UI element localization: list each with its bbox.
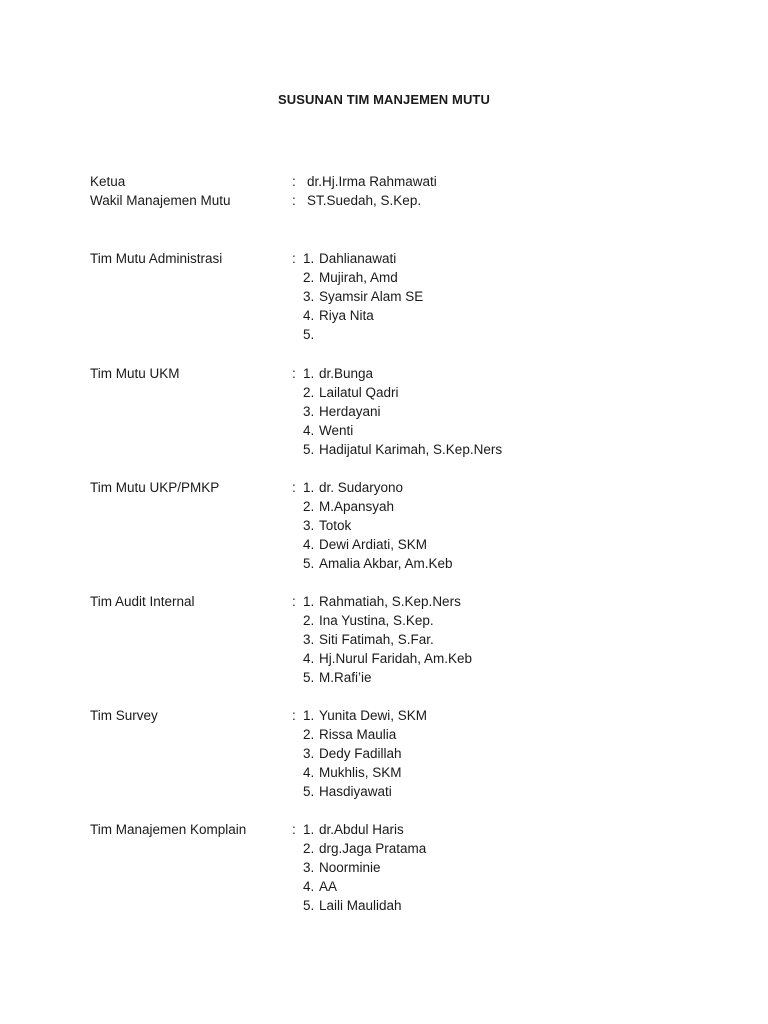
member-row [90,287,710,306]
team-name: Tim Manajemen Komplain [90,822,247,837]
member-row [90,896,710,915]
team-separator: : [292,480,296,495]
member-row [90,554,710,573]
member-number: 2. [303,727,315,742]
member-name: Herdayani [319,404,381,419]
member-row [90,497,710,516]
member-row [90,820,710,839]
member-row [90,535,710,554]
member-name: Noorminie [319,860,381,875]
member-name: Hadijatul Karimah, S.Kep.Ners [319,442,503,457]
leader-value: ST.Suedah, S.Kep. [307,193,422,208]
member-name: Hasdiyawati [319,784,392,799]
member-name: Syamsir Alam SE [319,289,424,304]
member-number: 5. [303,670,315,685]
team-separator: : [292,708,296,723]
team-name: Tim Audit Internal [90,594,195,609]
leader-separator: : [292,193,296,208]
member-name: Dahlianawati [319,251,397,266]
member-name: Rahmatiah, S.Kep.Ners [319,594,461,609]
member-row [90,630,710,649]
member-name: M.Apansyah [319,499,395,514]
member-name: Mujirah, Amd [319,270,398,285]
member-number: 2. [303,499,315,514]
member-number: 4. [303,537,315,552]
member-number: 1. [303,366,315,381]
member-name: Totok [319,518,352,533]
member-row [90,516,710,535]
leader-value: dr.Hj.Irma Rahmawati [307,174,437,189]
member-number: 1. [303,251,315,266]
member-row [90,763,710,782]
member-name: dr.Abdul Haris [319,822,404,837]
document-title: SUSUNAN TIM MANJEMEN MUTU [278,92,490,107]
leader-label: Ketua [90,174,126,189]
member-number: 4. [303,879,315,894]
member-name: dr. Sudaryono [319,480,404,495]
member-number: 2. [303,270,315,285]
member-name: Lailatul Qadri [319,385,399,400]
member-row [90,706,710,725]
leaders-block [90,172,710,210]
team-separator: : [292,366,296,381]
member-row [90,782,710,801]
member-row [90,402,710,421]
leader-row-ketua [90,172,710,191]
member-row [90,364,710,383]
member-row [90,744,710,763]
team-block-audit-internal [90,592,710,687]
member-name: drg.Jaga Pratama [319,841,427,856]
member-number: 4. [303,423,315,438]
member-name: Dedy Fadillah [319,746,402,761]
member-name: Hj.Nurul Faridah, Am.Keb [319,651,473,666]
member-number: 4. [303,308,315,323]
member-number: 5. [303,556,315,571]
member-number: 5. [303,784,315,799]
member-name: dr.Bunga [319,366,374,381]
member-name: Yunita Dewi, SKM [319,708,428,723]
member-name: Rissa Maulia [319,727,397,742]
team-name: Tim Mutu Administrasi [90,251,223,266]
member-row [90,611,710,630]
member-number: 3. [303,746,315,761]
team-name: Tim Mutu UKP/PMKP [90,480,220,495]
member-number: 1. [303,480,315,495]
member-number: 3. [303,860,315,875]
member-name: Wenti [319,423,354,438]
member-row [90,268,710,287]
member-row [90,325,710,344]
member-number: 5. [303,442,315,457]
member-number: 1. [303,822,315,837]
leader-separator: : [292,174,296,189]
team-block-manajemen-komplain [90,820,710,915]
team-block-survey [90,706,710,801]
leader-row-wakil [90,191,710,210]
member-name: Laili Maulidah [319,898,402,913]
member-row [90,668,710,687]
team-separator: : [292,594,296,609]
member-row [90,858,710,877]
member-number: 4. [303,765,315,780]
member-name: Amalia Akbar, Am.Keb [319,556,453,571]
member-row [90,649,710,668]
team-name: Tim Survey [90,708,158,723]
member-name: Riya Nita [319,308,374,323]
member-name: Ina Yustina, S.Kep. [319,613,434,628]
member-number: 3. [303,632,315,647]
member-name: AA [319,879,338,894]
member-name: M.Rafi’ie [319,670,372,685]
member-number: 4. [303,651,315,666]
member-number: 2. [303,613,315,628]
member-number: 5. [303,327,315,342]
team-separator: : [292,822,296,837]
member-row [90,306,710,325]
member-row [90,249,710,268]
team-separator: : [292,251,296,266]
team-name: Tim Mutu UKM [90,366,180,381]
member-name: Mukhlis, SKM [319,765,402,780]
member-name [319,325,710,344]
member-name: Dewi Ardiati, SKM [319,537,428,552]
member-number: 5. [303,898,315,913]
member-row [90,592,710,611]
member-number: 2. [303,385,315,400]
member-row [90,478,710,497]
member-number: 1. [303,594,315,609]
team-block-administrasi [90,249,710,344]
member-number: 2. [303,841,315,856]
member-row [90,383,710,402]
member-row [90,839,710,858]
member-number: 3. [303,518,315,533]
team-block-ukm [90,364,710,459]
team-block-ukp-pmkp [90,478,710,573]
member-number: 3. [303,289,315,304]
member-number: 1. [303,708,315,723]
member-name: Siti Fatimah, S.Far. [319,632,434,647]
member-row [90,440,710,459]
member-row [90,877,710,896]
leader-label: Wakil Manajemen Mutu [90,193,231,208]
member-number: 3. [303,404,315,419]
member-row [90,421,710,440]
member-row [90,725,710,744]
